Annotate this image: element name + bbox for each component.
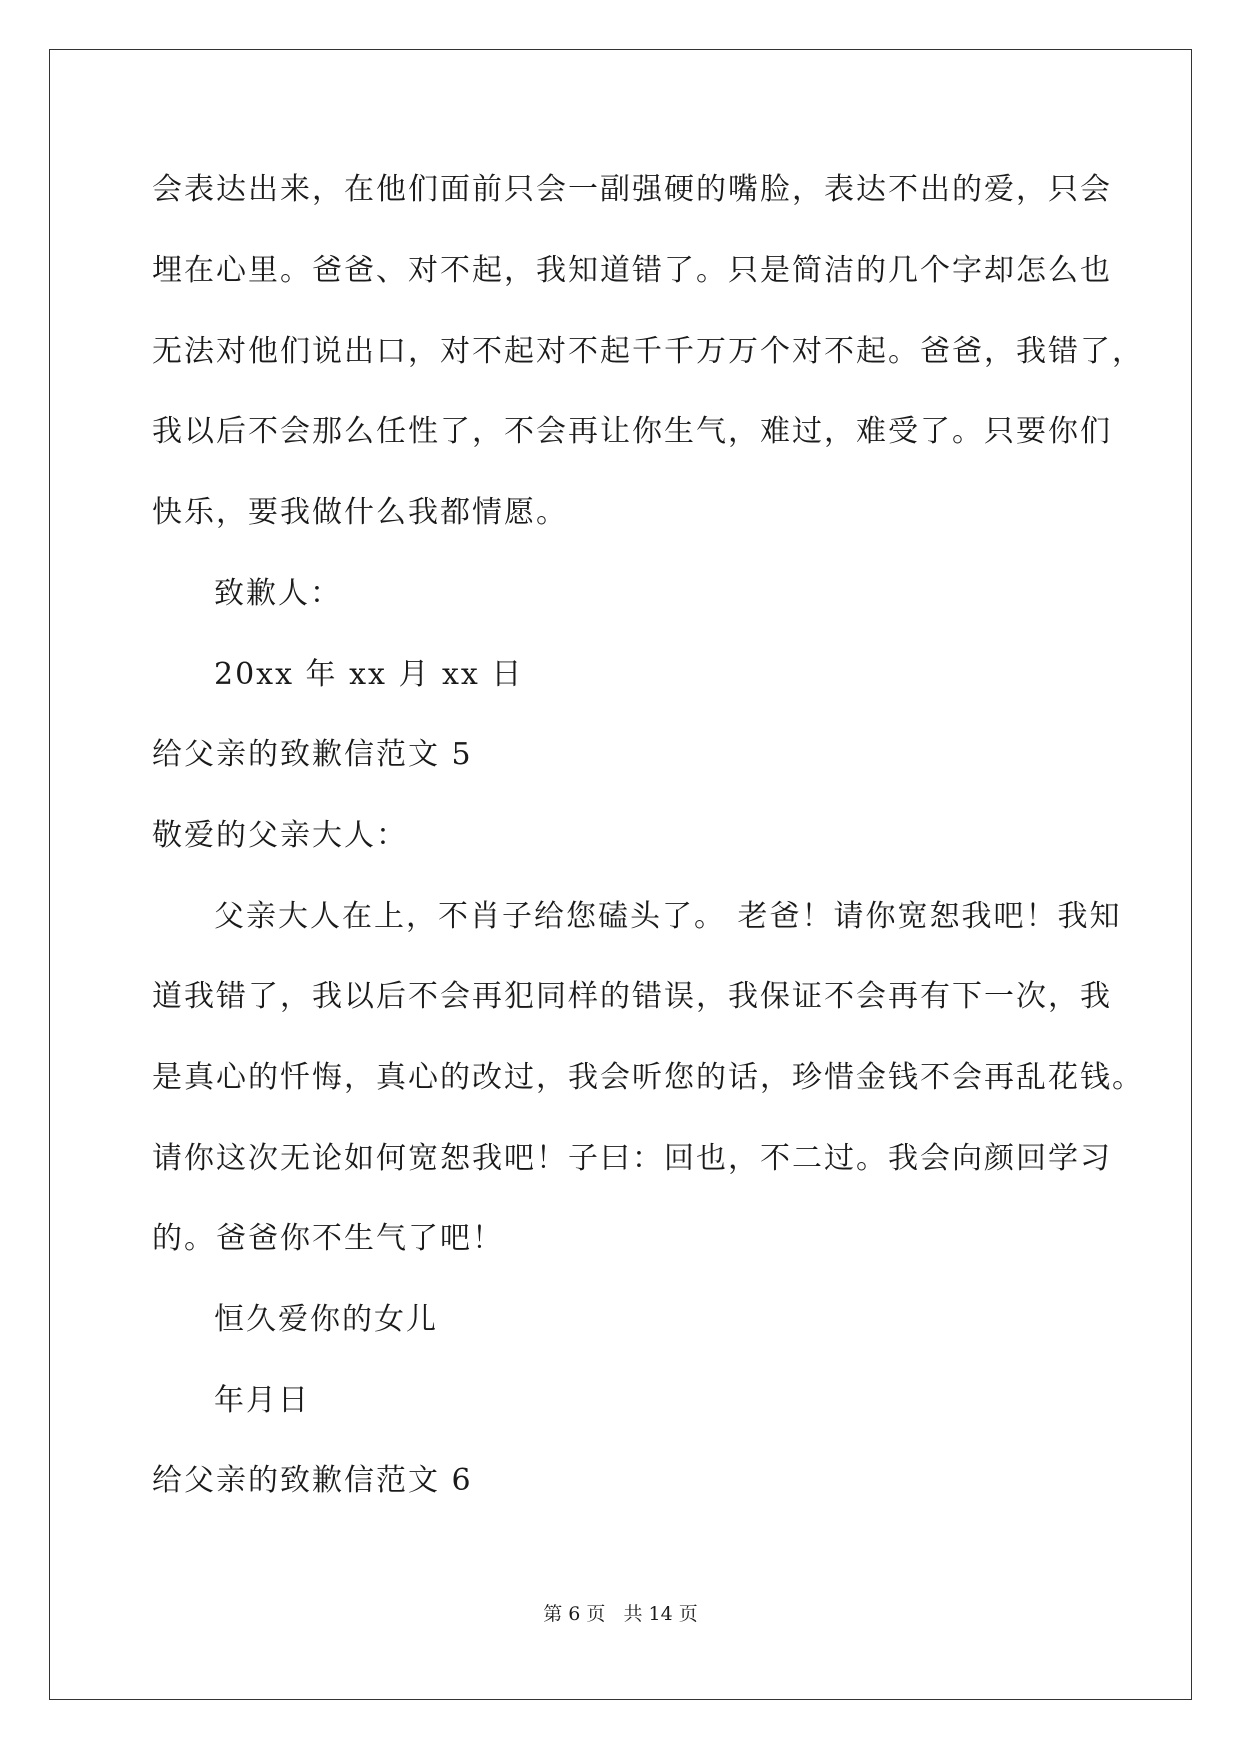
body-line: 快乐，要我做什么我都情愿。	[152, 495, 568, 530]
body-line: 我以后不会那么任性了，不会再让你生气，难过，难受了。只要你们	[152, 414, 1112, 449]
date-line: 年月日	[214, 1383, 310, 1418]
page-footer	[0, 1602, 1241, 1626]
body-line: 无法对他们说出口，对不起对不起千千万万个对不起。爸爸，我错了，	[152, 334, 1144, 369]
body-line: 道我错了，我以后不会再犯同样的错误，我保证不会再有下一次，我	[152, 979, 1112, 1014]
page-total: 共 14 页	[623, 1603, 698, 1625]
body-line: 父亲大人在上，不肖子给您磕头了。 老爸！请你宽恕我吧！我知	[214, 899, 1122, 934]
salutation: 敬爱的父亲大人：	[152, 818, 408, 853]
page-number: 第 6 页	[543, 1603, 606, 1625]
section-heading: 给父亲的致歉信范文 5	[152, 737, 473, 772]
body-line: 埋在心里。爸爸、对不起，我知道错了。只是简洁的几个字却怎么也	[152, 253, 1112, 288]
section-heading: 给父亲的致歉信范文 6	[152, 1463, 473, 1498]
body-line: 的。爸爸你不生气了吧！	[152, 1221, 504, 1256]
body-line: 会表达出来，在他们面前只会一副强硬的嘴脸，表达不出的爱，只会	[152, 172, 1112, 207]
body-line: 是真心的忏悔，真心的改过，我会听您的话，珍惜金钱不会再乱花钱。	[152, 1060, 1144, 1095]
date-line: 20xx 年 xx 月 xx 日	[214, 657, 524, 692]
page-frame	[49, 49, 1192, 1700]
signature-label: 致歉人：	[214, 576, 342, 611]
closing-signature: 恒久爱你的女儿	[214, 1302, 438, 1337]
body-line: 请你这次无论如何宽恕我吧！子曰：回也，不二过。我会向颜回学习	[152, 1141, 1112, 1176]
